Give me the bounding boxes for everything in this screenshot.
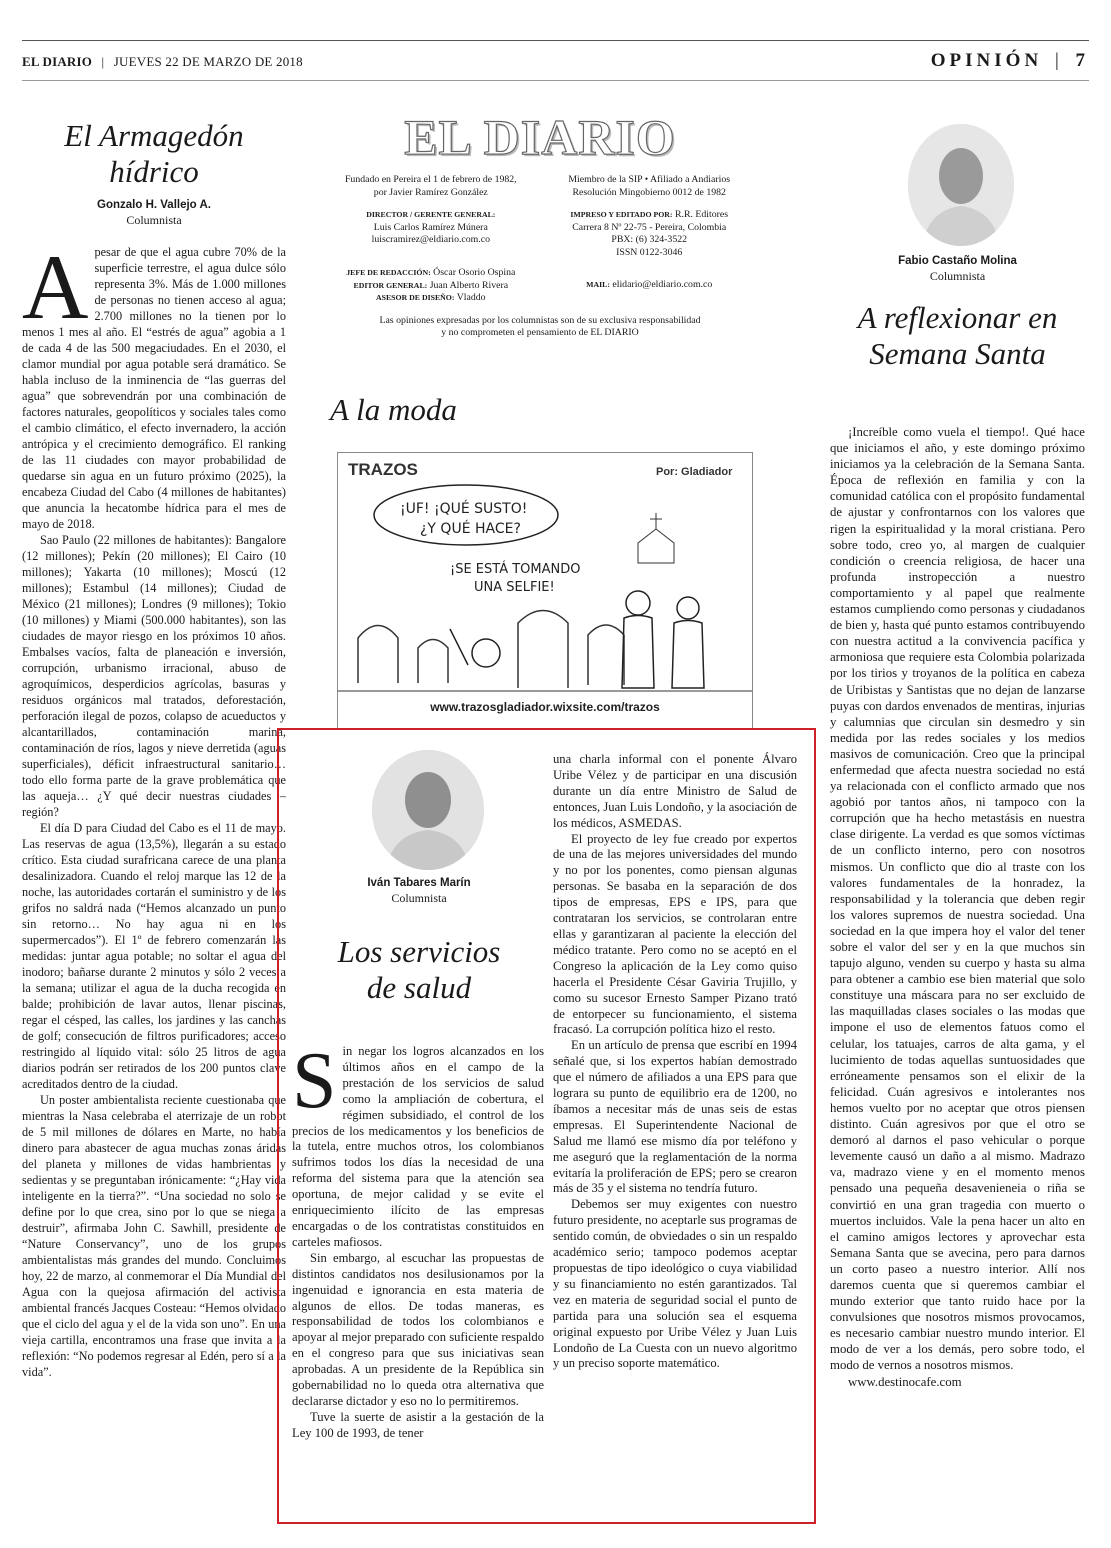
director-email: luiscramirez@eldiario.com.co	[371, 234, 490, 245]
paragraph: En un artículo de prensa que escribí en 1994 señalé que, si los expertos habían demostrado que el número de afiliados a una EPS para que lograra su punto de equilibrio era de 1200, no íbamos a necesitar más de unas seis de estas empresas. El Superintendente Nacional de Salud me llamó ese mismo día por teléfono y me aseguró que la reglamentación de la norma evitaría la proliferación de EPS; pero se crearon más de 35 y el sistema no tendría futuro.	[553, 1038, 797, 1196]
author-role: Columnista	[391, 891, 447, 905]
header-date: JUEVES 22 DE MARZO DE 2018	[113, 54, 303, 69]
top-rule	[22, 40, 1089, 41]
title-line: de salud	[366, 970, 472, 1005]
header-right: OPINIÓN | 7	[930, 50, 1089, 71]
disclaimer	[330, 315, 750, 340]
author-role: Columnista	[126, 213, 182, 227]
member-line: Resolución Mingobierno 0012 de 1982	[572, 186, 726, 198]
skeleton-arm	[450, 629, 468, 665]
disclaimer-line: y no comprometen el pensamiento de EL DIARIO	[441, 327, 639, 338]
article-left-title	[22, 118, 286, 190]
disclaimer-line: Las opiniones expresadas por los columnistas son de su exclusiva responsabilidad	[379, 314, 701, 326]
paragraph-text: in negar los logros alcanzados en los últimos años en el campo de la prestación de los servicios de salud como la ampliación de cobertura, el régimen subsidiado, el control de los precios de los medicamentos y los beneficios de la tutela, entre muchos otros, los colombianos sufrimos todos los días la necesidad de una reforma del sistema para que la atención sea oportuna, de mejor calidad y se evite el enriquecimiento ilícito de las empresas encargadas o de los contratistas constituidos en carteles mafiosos.	[292, 1044, 544, 1249]
masthead-row	[330, 267, 750, 305]
paragraph: una charla informal con el ponente Álvaro Uribe Vélez y de participar en una discusión durante un día entre Ministro de Salud de entonces, Juan Luis Londoño, y la asociación de los médicos, ASMEDAS.	[553, 752, 797, 830]
tombstone	[518, 611, 568, 689]
article-left-body	[22, 244, 286, 1514]
author-name: Gonzalo H. Vallejo A.	[97, 199, 211, 211]
editor-label: EDITOR GENERAL:	[353, 280, 428, 290]
paragraph	[22, 244, 286, 532]
paper-name: EL DIARIO	[22, 54, 93, 69]
cartoon-strip	[337, 452, 753, 729]
paragraph: Debemos ser muy exigentes con nuestro futuro presidente, no aceptarle sus programas de sentido común, de obviedades o sin un respaldo académico serio; tampoco podemos aceptar propuestas de tipo ideológico o cuya viabilidad y su financiamiento no estén garantizados. Tal vez en materia de seguridad social el punto de partida para una solución sea el esquema original expuesto por Uribe Vélez y Juan Luis Londoño de La Cuesta con un nuevo algoritmo y un preciso soporte matemático.	[553, 1197, 797, 1371]
mail-label: MAIL:	[586, 280, 610, 289]
speech-line: UNA SELFIE!	[474, 580, 555, 595]
author-name: Iván Tabares Marín	[367, 877, 471, 889]
printed-value: R.R. Editores	[674, 209, 729, 220]
article-left-byline	[22, 198, 286, 228]
title-line: hídrico	[109, 154, 199, 189]
printed-label: IMPRESO Y EDITADO POR:	[570, 210, 673, 219]
chief-value: Óscar Osorio Ospina	[433, 267, 516, 278]
chief-label: JEFE DE REDACCIÓN:	[346, 268, 431, 277]
article-right-title	[830, 300, 1085, 372]
masthead	[330, 108, 750, 340]
paragraph	[292, 1044, 544, 1251]
masthead-row	[330, 209, 750, 259]
page-number: 7	[1075, 50, 1089, 71]
member-line: Miembro de la SIP • Afiliado a Andiarios	[568, 174, 731, 185]
article-center-col2	[553, 752, 797, 1512]
paragraph: Sao Paulo (22 millones de habitantes): Bangalore (12 millones); Pekín (20 millones); El Cairo (10 millones); Yakarta (10 millones); Moscú (12 millones); Estambul (14 millones); Ciudad de México (21 millones); Londres (9 millones); Tokio (10 millones) y Miami (500.000 habitantes), son las ciudades de mayor riesgo en los próximos 10 años. Embalses vacíos, falta de planeación e inversión, corrupción, urbanismo irracional, abuso de agroquímicos, desperdicios agrícolas, basuras y residuos orgánicos mal tratados, deforestación, perforación ilegal de pozos, colapso de acueductos y alcantarillados, contaminación marina, contaminación de ríos, lagos y nieve derretida (aguas superficiales), déficit infraestructural sanitario… todo ello forma parte de la grave problemática que las aqueja… ¿Y qué decir nuestras ciudades – región?	[22, 533, 286, 819]
tombstone	[418, 640, 448, 684]
mail-value: elidario@eldiario.com.co	[612, 279, 713, 290]
design-label: ASESOR DE DISEÑO:	[376, 293, 455, 302]
avatar	[908, 124, 1014, 246]
paragraph: Un poster ambientalista reciente cuestionaba que mientras la Nasa celebraba el aterrizaje de un robot de 5 mil millones de dólares en Marte, no había dinero para abastecer de agua muchas zonas áridas del planeta y millones de vidas hambrientas y sedientas y se preguntaban irónicamente: “¿Hay vida inteligente en la tierra?”. “Una sociedad no solo se define por lo que crea, sino por lo que se niega a destruir”, afirmaba John C. Sawhill, presidente de “Nature Conservancy”, uno de los grupos ambientalistas más grandes del mundo. Concluimos hoy, 22 de marzo, al conmemorar el Día Mundial del Agua con la quejosa afirmación del activista ambiental francés Jacques Costeau: “Hemos olvidado que el ciclo del agua y el de la vida son uno”. En una vieja cartilla, encontramos una frase que invita a la reflexión: “No podemos regresar al Edén, pero sí a la vida”.	[22, 1093, 286, 1379]
founded-line: Fundado en Pereira el 1 de febrero de 1982,	[344, 174, 517, 185]
person-body	[672, 621, 704, 689]
title-line: Los servicios	[337, 934, 501, 969]
director-label: DIRECTOR / GERENTE GENERAL:	[366, 210, 496, 219]
avatar	[372, 750, 484, 870]
person-head	[626, 591, 650, 615]
founded-block	[330, 174, 532, 199]
church-shape	[638, 529, 674, 563]
title-line: A reflexionar en	[857, 300, 1058, 335]
dropcap: A	[22, 244, 89, 338]
editor-value: Juan Alberto Rivera	[429, 279, 509, 291]
bubble-line: ¿Y QUÉ HACE?	[420, 521, 521, 537]
section-name: OPINIÓN	[930, 50, 1043, 71]
printed-block	[548, 209, 750, 259]
cartoon-author: Por: Gladiador	[656, 466, 733, 478]
article-right-body	[830, 424, 1085, 1516]
header-left: EL DIARIO | JUEVES 22 DE MARZO DE 2018	[22, 54, 303, 69]
speech-line: ¡SE ESTÁ TOMANDO	[450, 562, 581, 577]
title-line: El Armagedón	[64, 118, 244, 153]
paragraph: El día D para Ciudad del Cabo es el 11 de mayo. Las reservas de agua (13,5%), llegarán a su estado crítico. Esta ciudad surafricana carece de una planta desalinizadora. Cuando el reloj marque las 12 de la noche, las autoridades cortarán el suministro y de los grifos no saldrá nada (“Hemos alcanzado un punto sin retorno… No hay agua ni en los supermercados”). El 1º de febrero comenzarán las medidas: juntar agua potable; no soltar el agua del inodoro; bañarse durante 2 minutos y sólo 2 veces a la semana; utilizar el agua de la ducha recogida en balde; prohibición de lavar autos, llenar piscinas, regar el césped, las calles, los jardines y las canchas de golf; consecución de filtros purificadores; acceso restringido al líquido vital: sólo 25 litros de agua diarios podrán ser retirados de los 200 puntos clave acreditados dentro de la ciudad.	[22, 821, 286, 1091]
person-head	[677, 597, 699, 619]
author-name: Fabio Castaño Molina	[898, 255, 1017, 267]
cartoon-url: www.trazosgladiador.wixsite.com/trazos	[430, 700, 660, 714]
author-photo-center	[372, 750, 484, 870]
tombstone	[588, 625, 624, 685]
director-block	[330, 209, 532, 259]
member-block	[548, 174, 750, 199]
author-role: Columnista	[929, 269, 986, 283]
cartoon-drawing	[338, 453, 752, 728]
bubble-line: ¡UF! ¡QUÉ SUSTO!	[400, 501, 528, 517]
paragraph: Sin embargo, al escuchar las propuestas de distintos candidatos nos desilusionamos por la ingenuidad e ignorancia en esta materia de algunos de ellos. De todas maneras, es responsabilidad de todos los colombianos e apoyar al mejor preparado con suficiente respaldo en el congreso para que sus iniciativas sean aprobadas. A un presidente de la República sin gobernabilidad no lo queda otra alternativa que declararse dictador y eso no lo permitiremos.	[292, 1250, 544, 1408]
tombstone	[358, 626, 398, 684]
article-center-title	[292, 934, 546, 1006]
address: Carrera 8 Nº 22-75 - Pereira, Colombia	[572, 221, 727, 233]
issn: ISSN 0122-3046	[616, 246, 683, 258]
author-photo-right	[908, 124, 1014, 246]
article-center-byline	[292, 876, 546, 906]
mail-block	[548, 267, 750, 305]
director-name: Luis Carlos Ramírez Múnera	[373, 221, 488, 233]
paragraph: ¡Increíble como vuela el tiempo!. Qué hace que iniciamos el año, y este domingo próximo iniciamos ya la celebración de la Semana Santa. Época de reflexión en familia y con la comunidad católica con el propósito fundamental de ajustar y confrontarnos con los valores que rigen la espiritualidad y la moral cristiana. Pero sobre todo, creo yo, al margen de cualquier condición o creencia religiosa, de hacer una profunda instropección a nuestro comportamiento y al papel que realmente estamos cumpliendo como personas y ciudadanos de bien y, hasta qué punto estamos contribuyendo con nuestra actitud a la convivencia pacífica y armoniosa que requiere esta Colombia polarizada por los tirios y troyanos de la política en cabeza de Uribistas y Santistas que no dejan de lanzarse puyas con dardos envenados de mentiras, injurias y calumnias que circulan sin desmedro y sin medida por las redes sociales y los medios masivos de comunicación. Creo que la principal enfermedad que afecta nuestra sociedad no está ya relacionada con el conflicto armado que nos agobió por tantos años, ni tampoco con la corrupción que ha hecho metastásis en nuestra clase dirigente. La verdad es que somos víctimas de un conflicto interno, pero con nosotros mismos. Un conflicto que dio al traste con los valores fundamentales de la honradez, la responsabilidad y la tolerancia que deben regir los valores supremos de nuestra sociedad. Una sociedad en la que impera hoy el valor del tener sobre el valor del ser y en la que muchos sin tapujo alguno, venden su cuerpo y hasta su alma para obtener a cambio ese bien material que solo constituye una máscara para no ser excluido de las maquilladas clases sociales o las modas que impone el uso de elementos fatuos como el celular, los tatuajes, carros de alta gama, y el lucimiento de todas aquellas suntuosidades que erróneamente pensamos son el elixir de la felicidad. Cuán agresivos e intolerantes nos hemos vuelto por no aceptar que otros piensen distinto. Cuán agresivos por que el otro se demoró al darnos el paso vehicular o porque levemente causó un daño a al mismo. Madrazo va, madrazo viene y en el momento menos pensado una pequeña desavenieneia o riña se convirtió en una gran tragedia con muerto o muertos incluidos. Vale la pena hacer un alto en el camino amigos lectores y aprovechar esta Semana Santa que se avecina, pero para darnos un corto paseo a nuestro interior. Allí nos daremos cuenta que si queremos cambiar el mundo exterior que tanto ruido hace por la convulsiones que nosotros mismos provocamos, es necesario cambiar nuestro mundo interior. El modo de ver a los demás, pero sobre todo, el modo de vernos a nosotros mismos.	[830, 425, 1085, 1373]
cartoon-section-title: A la moda	[330, 392, 457, 427]
cartoon-strip-name: TRAZOS	[348, 460, 418, 479]
pbx: PBX: (6) 324-3522	[611, 234, 688, 245]
website: www.destinocafe.com	[848, 1374, 962, 1389]
article-center-col1	[292, 1044, 544, 1514]
header-rule	[22, 80, 1089, 81]
paragraph-text: pesar de que el agua cubre 70% de la superficie terrestre, el agua dulce sólo representa 3%. Más de 1.000 millones de personas no tienen acceso al agua; 2.700 millones no la tienen por lo menos 1 mes al año. El “estrés de agua” agobia a 1 de cada 4 de las 500 megaciudades. En el 2030, el clamor mundial por agua potable será dramático. Se habla incluso de la inminencia de “las guerras del agua” que sobrevendrán por una combinación de factores naturales, geopolíticos y sociales tales como el cambio climático, el efecto invernadero, la acción antrópica y el crecimiento demográfico. El ranking de las 11 ciudades con mayor probabilidad de quedarse sin agua en un futuro próximo (2025), la encabeza Ciudad del Cabo (4 millones de habitantes) que anuncia la hecatombe hídrica para el mes de mayo de 2018.	[22, 245, 286, 531]
staff-block	[330, 267, 532, 305]
dropcap: S	[292, 1044, 337, 1125]
design-value: Vladdo	[456, 292, 486, 303]
paragraph: Tuve la suerte de asistir a la gestación de la Ley 100 de 1993, de tener	[292, 1409, 544, 1440]
paragraph: El proyecto de ley fue creado por expertos de una de las mejores universidades del mundo y no por los ponentes, como piensan algunas personas. Se basaba en la separación de dos tipos de empresas, EPS e IPS, para que contrataran los servicios, se controlaran entre ellas y garantizaran al paciente la elección del médico tratante. Pero como no se aceptó en el Congreso la aplicación de la Ley como quiso hacerla el Presidente César Gaviria Trujillo, y como su sucesor Ernesto Samper Pizano trató de entorpecer su funcionamiento, el sistema fracasó. La corrupción política hizo el resto.	[553, 831, 797, 1037]
skull	[472, 639, 500, 667]
title-line: Semana Santa	[869, 336, 1046, 371]
masthead-logo: EL DIARIO	[404, 109, 676, 165]
article-right-byline	[830, 254, 1085, 284]
founded-line: por Javier Ramírez González	[373, 186, 488, 198]
person-body	[622, 616, 654, 689]
masthead-row	[330, 174, 750, 199]
